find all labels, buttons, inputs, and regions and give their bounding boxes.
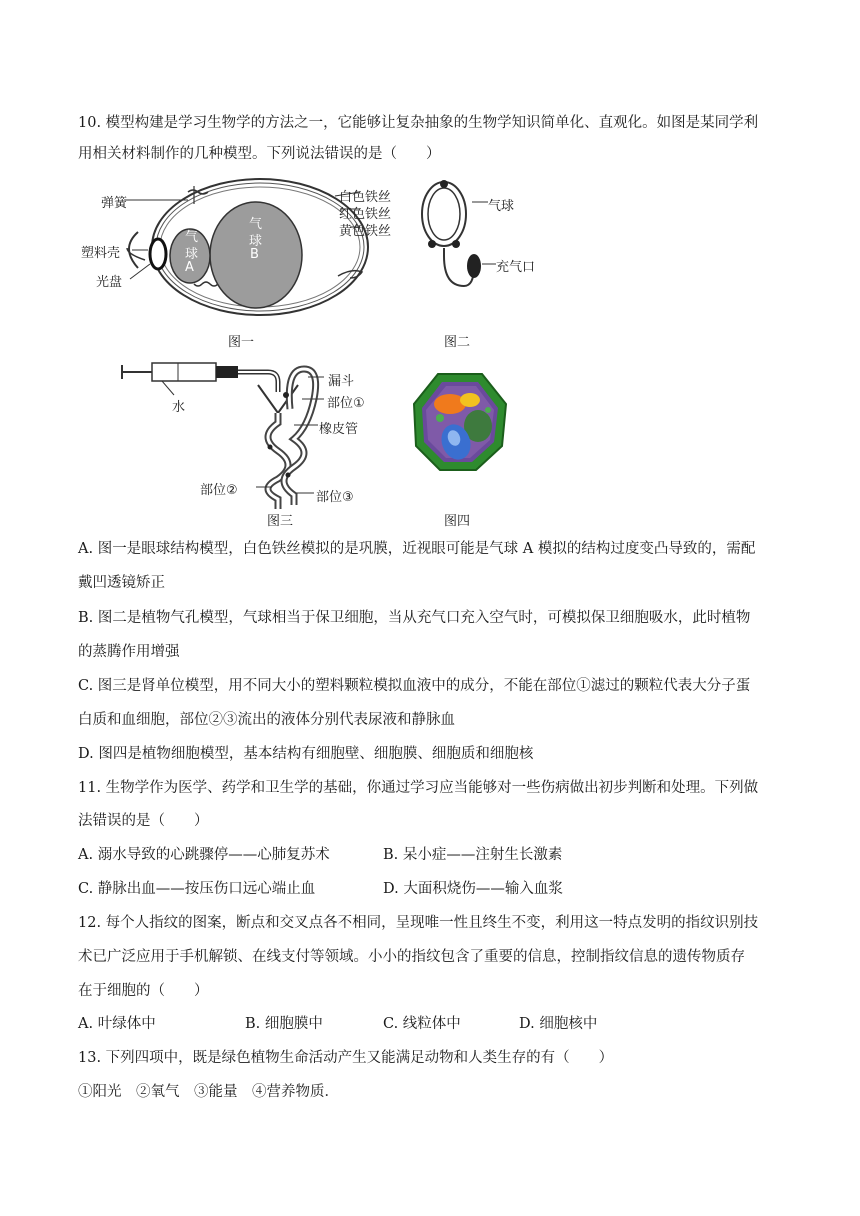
q12-stem-line3: 在于细胞的（ ） [78, 983, 209, 999]
fig1-label-plastic-shell: 塑料壳 [81, 246, 121, 261]
fig1-balloon-a-char2: 球 [185, 247, 199, 262]
fig3-label-part3: 部位③ [316, 490, 354, 505]
fig4-plant-cell-model [410, 370, 510, 475]
fig1-label-disc: 光盘 [96, 275, 123, 290]
q10-option-c-line1: C. 图三是肾单位模型，用不同大小的塑料颗粒模拟血液中的成分，不能在部位①滤过的颗粒代表大分子蛋 [78, 678, 751, 694]
fig3-label-tube: 橡皮管 [319, 422, 359, 437]
fig2-label-balloon: 气球 [488, 199, 515, 214]
q10-option-d: D. 图四是植物细胞模型，基本结构有细胞壁、细胞膜、细胞质和细胞核 [78, 746, 534, 762]
fig1-caption: 图一 [228, 335, 255, 350]
fig3-label-water: 水 [172, 400, 186, 415]
q10-option-c-line2: 白质和血细胞，部位②③流出的液体分别代表尿液和静脉血 [78, 712, 455, 728]
q12-option-a: A. 叶绿体中 [78, 1016, 156, 1032]
fig3-label-funnel: 漏斗 [328, 374, 355, 389]
q12-stem-line1: 12. 每个人指纹的图案，断点和交叉点各不相同，呈现唯一性且终生不变，利用这一特点发明的指纹识别技 [78, 915, 759, 931]
fig3-label-part1: 部位① [327, 396, 365, 411]
fig1-balloon-b-char3: B [250, 247, 259, 262]
q13-stem-line1: 13. 下列四项中，既是绿色植物生命活动产生又能满足动物和人类生存的有（ ） [78, 1050, 614, 1066]
q10-stem-line2: 用相关材料制作的几种模型。下列说法错误的是（ ） [78, 146, 441, 162]
fig1-label-white-wire: 白色铁丝 [339, 190, 392, 205]
q11-option-b: B. 呆小症——注射生长激素 [383, 847, 563, 863]
fig1-balloon-a-char1: 气 [185, 230, 199, 245]
q10-option-a-line2: 戴凹透镜矫正 [78, 575, 165, 591]
fig1-label-yellow-wire: 黄色铁丝 [339, 224, 392, 239]
q10-option-a-line1: A. 图一是眼球结构模型，白色铁丝模拟的是巩膜，近视眼可能是气球 A 模拟的结构过度变凸导致的，需配 [78, 541, 756, 557]
q12-option-d: D. 细胞核中 [519, 1016, 598, 1032]
fig1-balloon-b-char2: 球 [249, 234, 263, 249]
fig3-label-part2: 部位② [200, 483, 238, 498]
q11-option-d: D. 大面积烧伤——输入血浆 [383, 881, 563, 897]
q12-option-c: C. 线粒体中 [383, 1016, 461, 1032]
fig4-caption: 图四 [444, 514, 471, 529]
q11-option-a: A. 溺水导致的心跳骤停——心肺复苏术 [78, 847, 330, 863]
q11-stem-line1: 11. 生物学作为医学、药学和卫生学的基础，你通过学习应当能够对一些伤病做出初步判断和处理。下列做 [78, 780, 759, 796]
fig1-balloon-a-char3: A [185, 260, 194, 275]
fig2-caption: 图二 [444, 335, 471, 350]
q12-stem-line2: 术已广泛应用于手机解锁、在线支付等领域。小小的指纹包含了重要的信息，控制指纹信息的遗传物质存 [78, 949, 745, 965]
q11-option-c: C. 静脉出血——按压伤口远心端止血 [78, 881, 316, 897]
fig3-caption: 图三 [267, 514, 294, 529]
fig1-balloon-b-char1: 气 [249, 217, 263, 232]
fig1-label-spring: 弹簧 [101, 196, 128, 211]
q12-option-b: B. 细胞膜中 [245, 1016, 323, 1032]
q10-stem-line1: 10. 模型构建是学习生物学的方法之一，它能够让复杂抽象的生物学知识简单化、直观化。如图是某同学利 [78, 115, 759, 131]
fig1-label-red-wire: 红色铁丝 [339, 207, 392, 222]
q10-option-b-line2: 的蒸腾作用增强 [78, 644, 180, 660]
q11-stem-line2: 法错误的是（ ） [78, 813, 209, 829]
fig2-stoma-model [410, 176, 550, 306]
q13-items: ①阳光 ②氧气 ③能量 ④营养物质． [78, 1084, 339, 1100]
q10-option-b-line1: B. 图二是植物气孔模型，气球相当于保卫细胞，当从充气口充入空气时，可模拟保卫细胞吸水，此时植物 [78, 610, 751, 626]
fig2-label-inlet: 充气口 [496, 260, 536, 275]
